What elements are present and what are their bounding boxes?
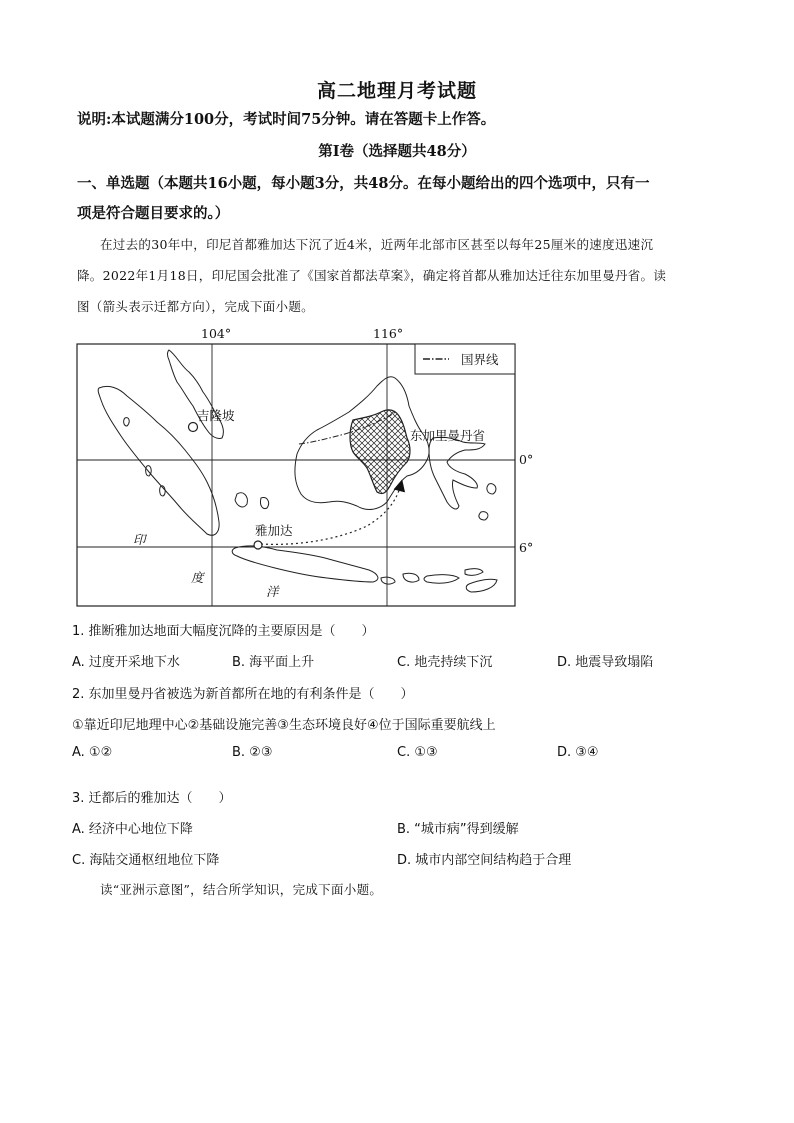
q2-statements: ①靠近印尼地理中心②基础设施完善③生态环境良好④位于国际重要航线上 bbox=[72, 718, 496, 733]
q3-option-c[interactable]: C. 海陆交通枢纽地位下降 bbox=[72, 853, 220, 868]
label-jakarta: 雅加达 bbox=[255, 523, 293, 538]
ocean-label-3: 洋 bbox=[266, 584, 279, 599]
map-drawing bbox=[77, 326, 517, 608]
instruction-line-2: 项是符合题目要求的。） bbox=[77, 205, 230, 222]
question-2-stem: 2. 东加里曼丹省被选为新首都所在地的有利条件是（ ） bbox=[72, 687, 414, 702]
ocean-label-1: 印 bbox=[133, 532, 146, 547]
q1-option-d[interactable]: D. 地震导致塌陷 bbox=[557, 655, 654, 670]
page-title: 高二地理月考试题 bbox=[316, 80, 477, 102]
q3-option-b[interactable]: B. “城市病”得到缓解 bbox=[397, 822, 519, 837]
ocean-label-2: 度 bbox=[191, 570, 204, 585]
lat-label-0: 0° bbox=[519, 452, 534, 467]
passage-line-2: 降。2022年1月18日，印尼国会批准了《国家首都法草案》，确定将首都从雅加达迁往东加里曼丹省。读 bbox=[77, 268, 667, 283]
q2-option-b[interactable]: B. ②③ bbox=[232, 745, 273, 760]
question-1-stem: 1. 推断雅加达地面大幅度沉降的主要原因是（ ） bbox=[72, 624, 375, 639]
exam-note: 说明:本试题满分100分，考试时间75分钟。请在答题卡上作答。 bbox=[77, 111, 496, 128]
label-east-kalimantan: 东加里曼丹省 bbox=[410, 428, 486, 443]
q2-option-a[interactable]: A. ①② bbox=[72, 745, 113, 760]
label-kualalumpur: 吉隆坡 bbox=[197, 408, 235, 423]
lon-label-116: 116° bbox=[373, 326, 404, 341]
q2-option-c[interactable]: C. ①③ bbox=[397, 745, 438, 760]
legend-label: 国界线 bbox=[461, 352, 499, 367]
lon-label-104: 104° bbox=[201, 326, 232, 341]
q3-option-a[interactable]: A. 经济中心地位下降 bbox=[72, 822, 193, 837]
map-frame bbox=[77, 344, 515, 606]
q1-option-b[interactable]: B. 海平面上升 bbox=[232, 655, 315, 670]
section-heading: 第Ⅰ卷（选择题共48分） bbox=[318, 143, 476, 160]
lat-label-6: 6° bbox=[519, 540, 534, 555]
q1-option-c[interactable]: C. 地壳持续下沉 bbox=[397, 655, 493, 670]
jakarta-dot bbox=[254, 541, 262, 549]
question-3-stem: 3. 迁都后的雅加达（ ） bbox=[72, 791, 232, 806]
next-passage: 读“亚洲示意图”，结合所学知识，完成下面小题。 bbox=[100, 882, 383, 897]
q1-option-a[interactable]: A. 过度开采地下水 bbox=[72, 655, 180, 670]
passage-line-1: 在过去的30年中，印尼首都雅加达下沉了近4米，近两年北部市区甚至以每年25厘米的速度迅速沉 bbox=[100, 237, 654, 252]
q3-option-d[interactable]: D. 城市内部空间结构趋于合理 bbox=[397, 853, 572, 868]
instruction-line-1: 一、单选题（本题共16小题，每小题3分，共48分。在每小题给出的四个选项中，只有一 bbox=[77, 175, 650, 192]
passage-line-3: 图（箭头表示迁都方向），完成下面小题。 bbox=[77, 299, 314, 314]
q2-option-d[interactable]: D. ③④ bbox=[557, 745, 599, 760]
indonesia-map bbox=[77, 326, 534, 608]
